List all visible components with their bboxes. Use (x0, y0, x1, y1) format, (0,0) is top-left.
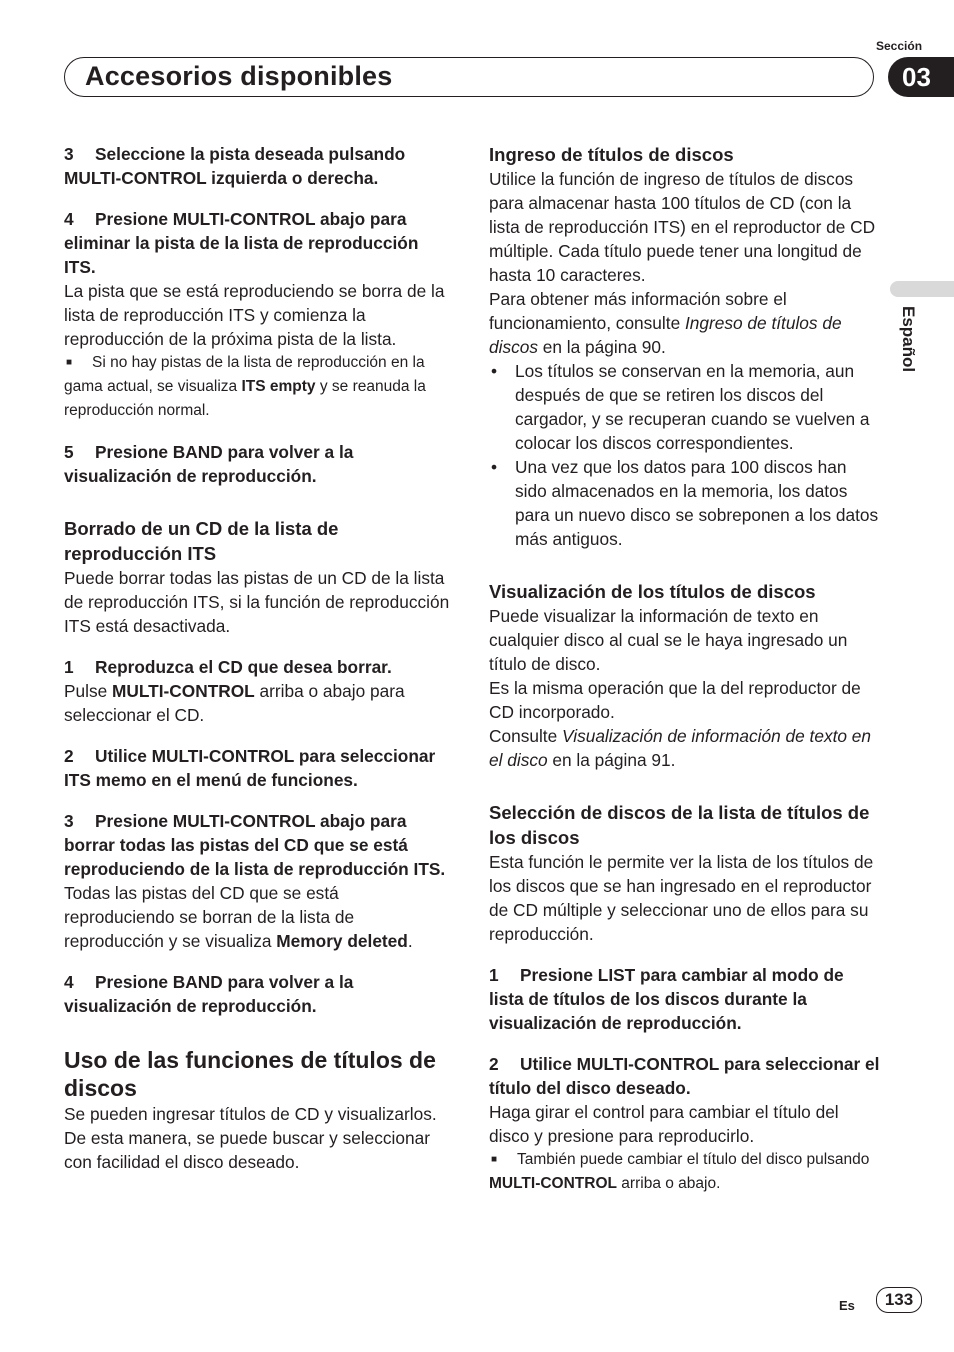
uso-body: Se pueden ingresar títulos de CD y visualizarlos. De esta manera, se puede buscar y seleccionar con facilidad el disco deseado. (64, 1104, 437, 1172)
page-title: Accesorios disponibles (85, 61, 393, 91)
list-item: • Una vez que los datos para 100 discos han sido almacenados en la memoria, los datos para un nuevo disco se sobreponen a los datos más antiguos. (489, 455, 881, 551)
subheading-ingreso: Ingreso de títulos de discos (489, 144, 734, 165)
borrado-step-1-body: Pulse MULTI-CONTROL arriba o abajo para seleccionar el CD. (64, 681, 405, 725)
seleccion-step-2-note: ■ También puede cambiar el título del disco pulsando MULTI-CONTROL arriba o abajo. (489, 1148, 881, 1196)
borrado-step-1: 1 Reproduzca el CD que desea borrar. (64, 657, 392, 677)
ingreso-bullets (489, 359, 881, 551)
borrado-step-4: 4 Presione BAND para volver a la visualización de reproducción. (64, 972, 354, 1016)
heading-uso-funciones: Uso de las funciones de títulos de discos (64, 1047, 436, 1101)
visual-reference: Consulte Visualización de información de texto en el disco en la página 91. (489, 726, 872, 770)
note-square-icon: ■ (66, 357, 73, 368)
right-column (489, 142, 881, 1196)
header-bar (64, 57, 874, 97)
language-tab (890, 281, 954, 297)
seleccion-step-2: 2 Utilice MULTI-CONTROL para seleccionar el título del disco deseado. (489, 1054, 880, 1098)
step-4-body: La pista que se está reproduciendo se borra de la lista de reproducción ITS y comienza la reproducción de la próxima pista de la lista. (64, 281, 445, 349)
section-label: Sección (876, 39, 923, 53)
step-3: 3 Seleccione la pista deseada pulsando MULTI-CONTROL izquierda o derecha. (64, 144, 406, 188)
page-number: 133 (876, 1287, 922, 1313)
borrado-step-2: 2 Utilice MULTI-CONTROL para seleccionar ITS memo en el menú de funciones. (64, 746, 436, 790)
seleccion-step-2-body: Haga girar el control para cambiar el título del disco y presione para reproducirlo. (489, 1102, 839, 1146)
borrado-body: Puede borrar todas las pistas de un CD de la lista de reproducción ITS, si la función de reproducción ITS está desactivada. (64, 568, 450, 636)
footer-language-code: Es (839, 1298, 855, 1313)
visual-body-1: Puede visualizar la información de texto en cualquier disco al cual se le haya ingresado un título de disco. (489, 606, 848, 674)
subheading-visualizacion: Visualización de los títulos de discos (489, 581, 816, 602)
left-column (64, 142, 450, 1174)
step-4-note: ■ Si no hay pistas de la lista de reproducción en la gama actual, se visualiza ITS empty y se reanuda la reproducción normal. (64, 351, 450, 423)
seleccion-step-1: 1 Presione LIST para cambiar al modo de lista de títulos de los discos durante la visualización de reproducción. (489, 965, 844, 1033)
list-item: • Los títulos se conservan en la memoria, aun después de que se retiren los discos del cargador, y se recuperan cuando se vuelven a colocar los discos correspondientes. (489, 359, 881, 455)
language-label: Español (899, 306, 918, 373)
borrado-step-3-body: Todas las pistas del CD que se está reproduciendo se borran de la lista de reproducción y se visualiza Memory deleted. (64, 883, 413, 951)
section-number-badge: 03 (888, 57, 954, 97)
subheading-borrado: Borrado de un CD de la lista de reproducción ITS (64, 518, 339, 564)
step-4: 4 Presione MULTI-CONTROL abajo para eliminar la pista de la lista de reproducción ITS. (64, 209, 419, 277)
seleccion-body: Esta función le permite ver la lista de los títulos de los discos que se han ingresado en el reproductor de CD múltiple y seleccionar uno de ellos para su reproducción. (489, 852, 874, 944)
ingreso-body: Utilice la función de ingreso de títulos de discos para almacenar hasta 100 títulos de CD (con la lista de reproducción ITS) en el reproductor de CD múltiple. Cada título puede tener una longitud de hasta 10 caracteres. (489, 169, 876, 285)
step-5: 5 Presione BAND para volver a la visualización de reproducción. (64, 442, 354, 486)
note-square-icon: ■ (491, 1154, 498, 1165)
visual-body-2: Es la misma operación que la del reproductor de CD incorporado. (489, 678, 861, 722)
borrado-step-3: 3 Presione MULTI-CONTROL abajo para borrar todas las pistas del CD que se está reproduciendo de la lista de reproducción ITS. (64, 811, 446, 879)
ingreso-reference: Para obtener más información sobre el funcionamiento, consulte Ingreso de títulos de discos en la página 90. (489, 289, 842, 357)
subheading-seleccion: Selección de discos de la lista de títulos de los discos (489, 802, 870, 848)
